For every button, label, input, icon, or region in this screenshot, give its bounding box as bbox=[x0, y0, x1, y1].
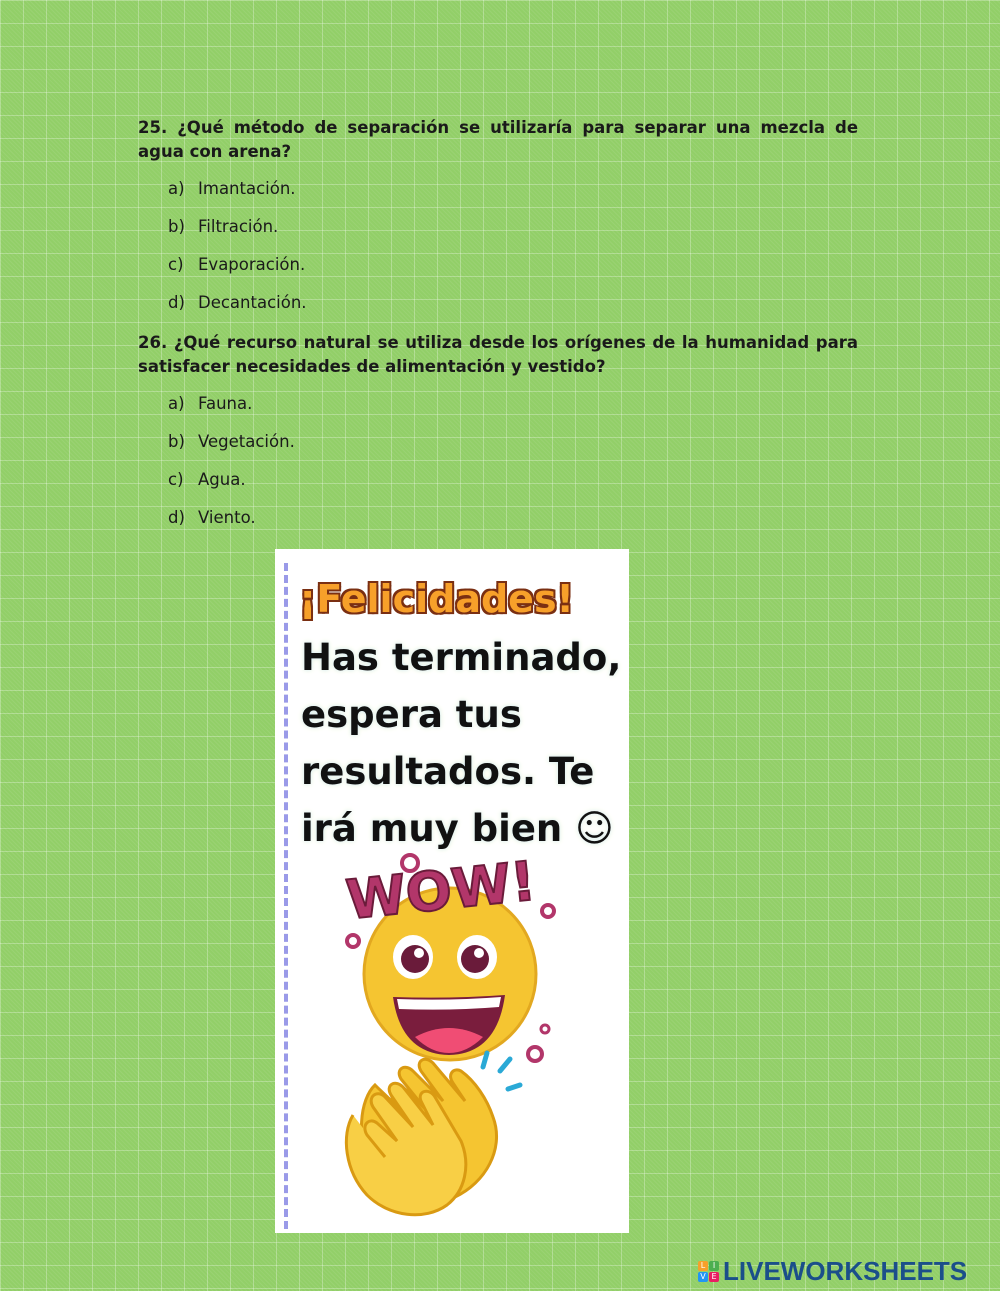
congratulations-card bbox=[275, 549, 629, 1233]
logo-letter: V bbox=[698, 1272, 708, 1282]
question-number: 26. bbox=[138, 333, 168, 352]
option-letter: d) bbox=[168, 508, 185, 527]
wow-text: WOW! bbox=[343, 849, 539, 932]
question-25 bbox=[138, 116, 858, 164]
option-letter: b) bbox=[168, 432, 185, 451]
option-25-b[interactable] bbox=[168, 216, 278, 238]
question-text: ¿Qué método de separación se utilizaría para separar una mezcla de agua con arena? bbox=[138, 118, 859, 161]
splash-icon bbox=[500, 1059, 510, 1071]
question-text: ¿Qué recurso natural se utiliza desde los orígenes de la humanidad para satisfacer necesidades de alimentación y vestido? bbox=[138, 333, 859, 376]
option-26-b[interactable] bbox=[168, 431, 295, 453]
option-text: Agua. bbox=[198, 470, 246, 489]
bubble-icon bbox=[542, 905, 554, 917]
wow-emoji-illustration bbox=[315, 849, 575, 1229]
bubble-icon bbox=[347, 935, 359, 947]
option-text: Decantación. bbox=[198, 293, 307, 312]
option-text: Filtración. bbox=[198, 217, 279, 236]
question-26 bbox=[138, 331, 858, 379]
option-text: Evaporación. bbox=[198, 255, 306, 274]
option-26-a[interactable] bbox=[168, 393, 252, 415]
logo-letter: I bbox=[709, 1261, 719, 1271]
option-text: Fauna. bbox=[198, 394, 253, 413]
logo-mark bbox=[698, 1261, 719, 1282]
logo-letter: E bbox=[709, 1272, 719, 1282]
card-message: Has terminado, espera tus resultados. Te irá muy bien ☺ bbox=[301, 636, 622, 850]
bubble-icon bbox=[541, 1025, 549, 1033]
option-letter: a) bbox=[168, 394, 185, 413]
splash-icon bbox=[508, 1085, 520, 1089]
option-text: Vegetación. bbox=[198, 432, 295, 451]
option-letter: c) bbox=[168, 255, 184, 274]
question-number: 25. bbox=[138, 118, 168, 137]
option-letter: b) bbox=[168, 217, 185, 236]
option-25-a[interactable] bbox=[168, 178, 296, 200]
option-25-c[interactable] bbox=[168, 254, 305, 276]
option-text: Viento. bbox=[198, 508, 256, 527]
option-26-c[interactable] bbox=[168, 469, 246, 491]
option-letter: c) bbox=[168, 470, 184, 489]
logo-letter: L bbox=[698, 1261, 708, 1271]
option-text: Imantación. bbox=[198, 179, 296, 198]
option-letter: d) bbox=[168, 293, 185, 312]
splash-icon bbox=[483, 1053, 487, 1067]
brand-name: LIVEWORKSHEETS bbox=[723, 1255, 968, 1286]
option-letter: a) bbox=[168, 179, 185, 198]
option-26-d[interactable] bbox=[168, 507, 256, 529]
dashed-divider bbox=[284, 563, 288, 1229]
option-25-d[interactable] bbox=[168, 292, 307, 314]
clapping-hands-icon bbox=[346, 1059, 496, 1214]
liveworksheets-logo bbox=[698, 1256, 967, 1286]
card-title: ¡Felicidades! bbox=[299, 577, 574, 621]
bubble-icon bbox=[528, 1047, 542, 1061]
